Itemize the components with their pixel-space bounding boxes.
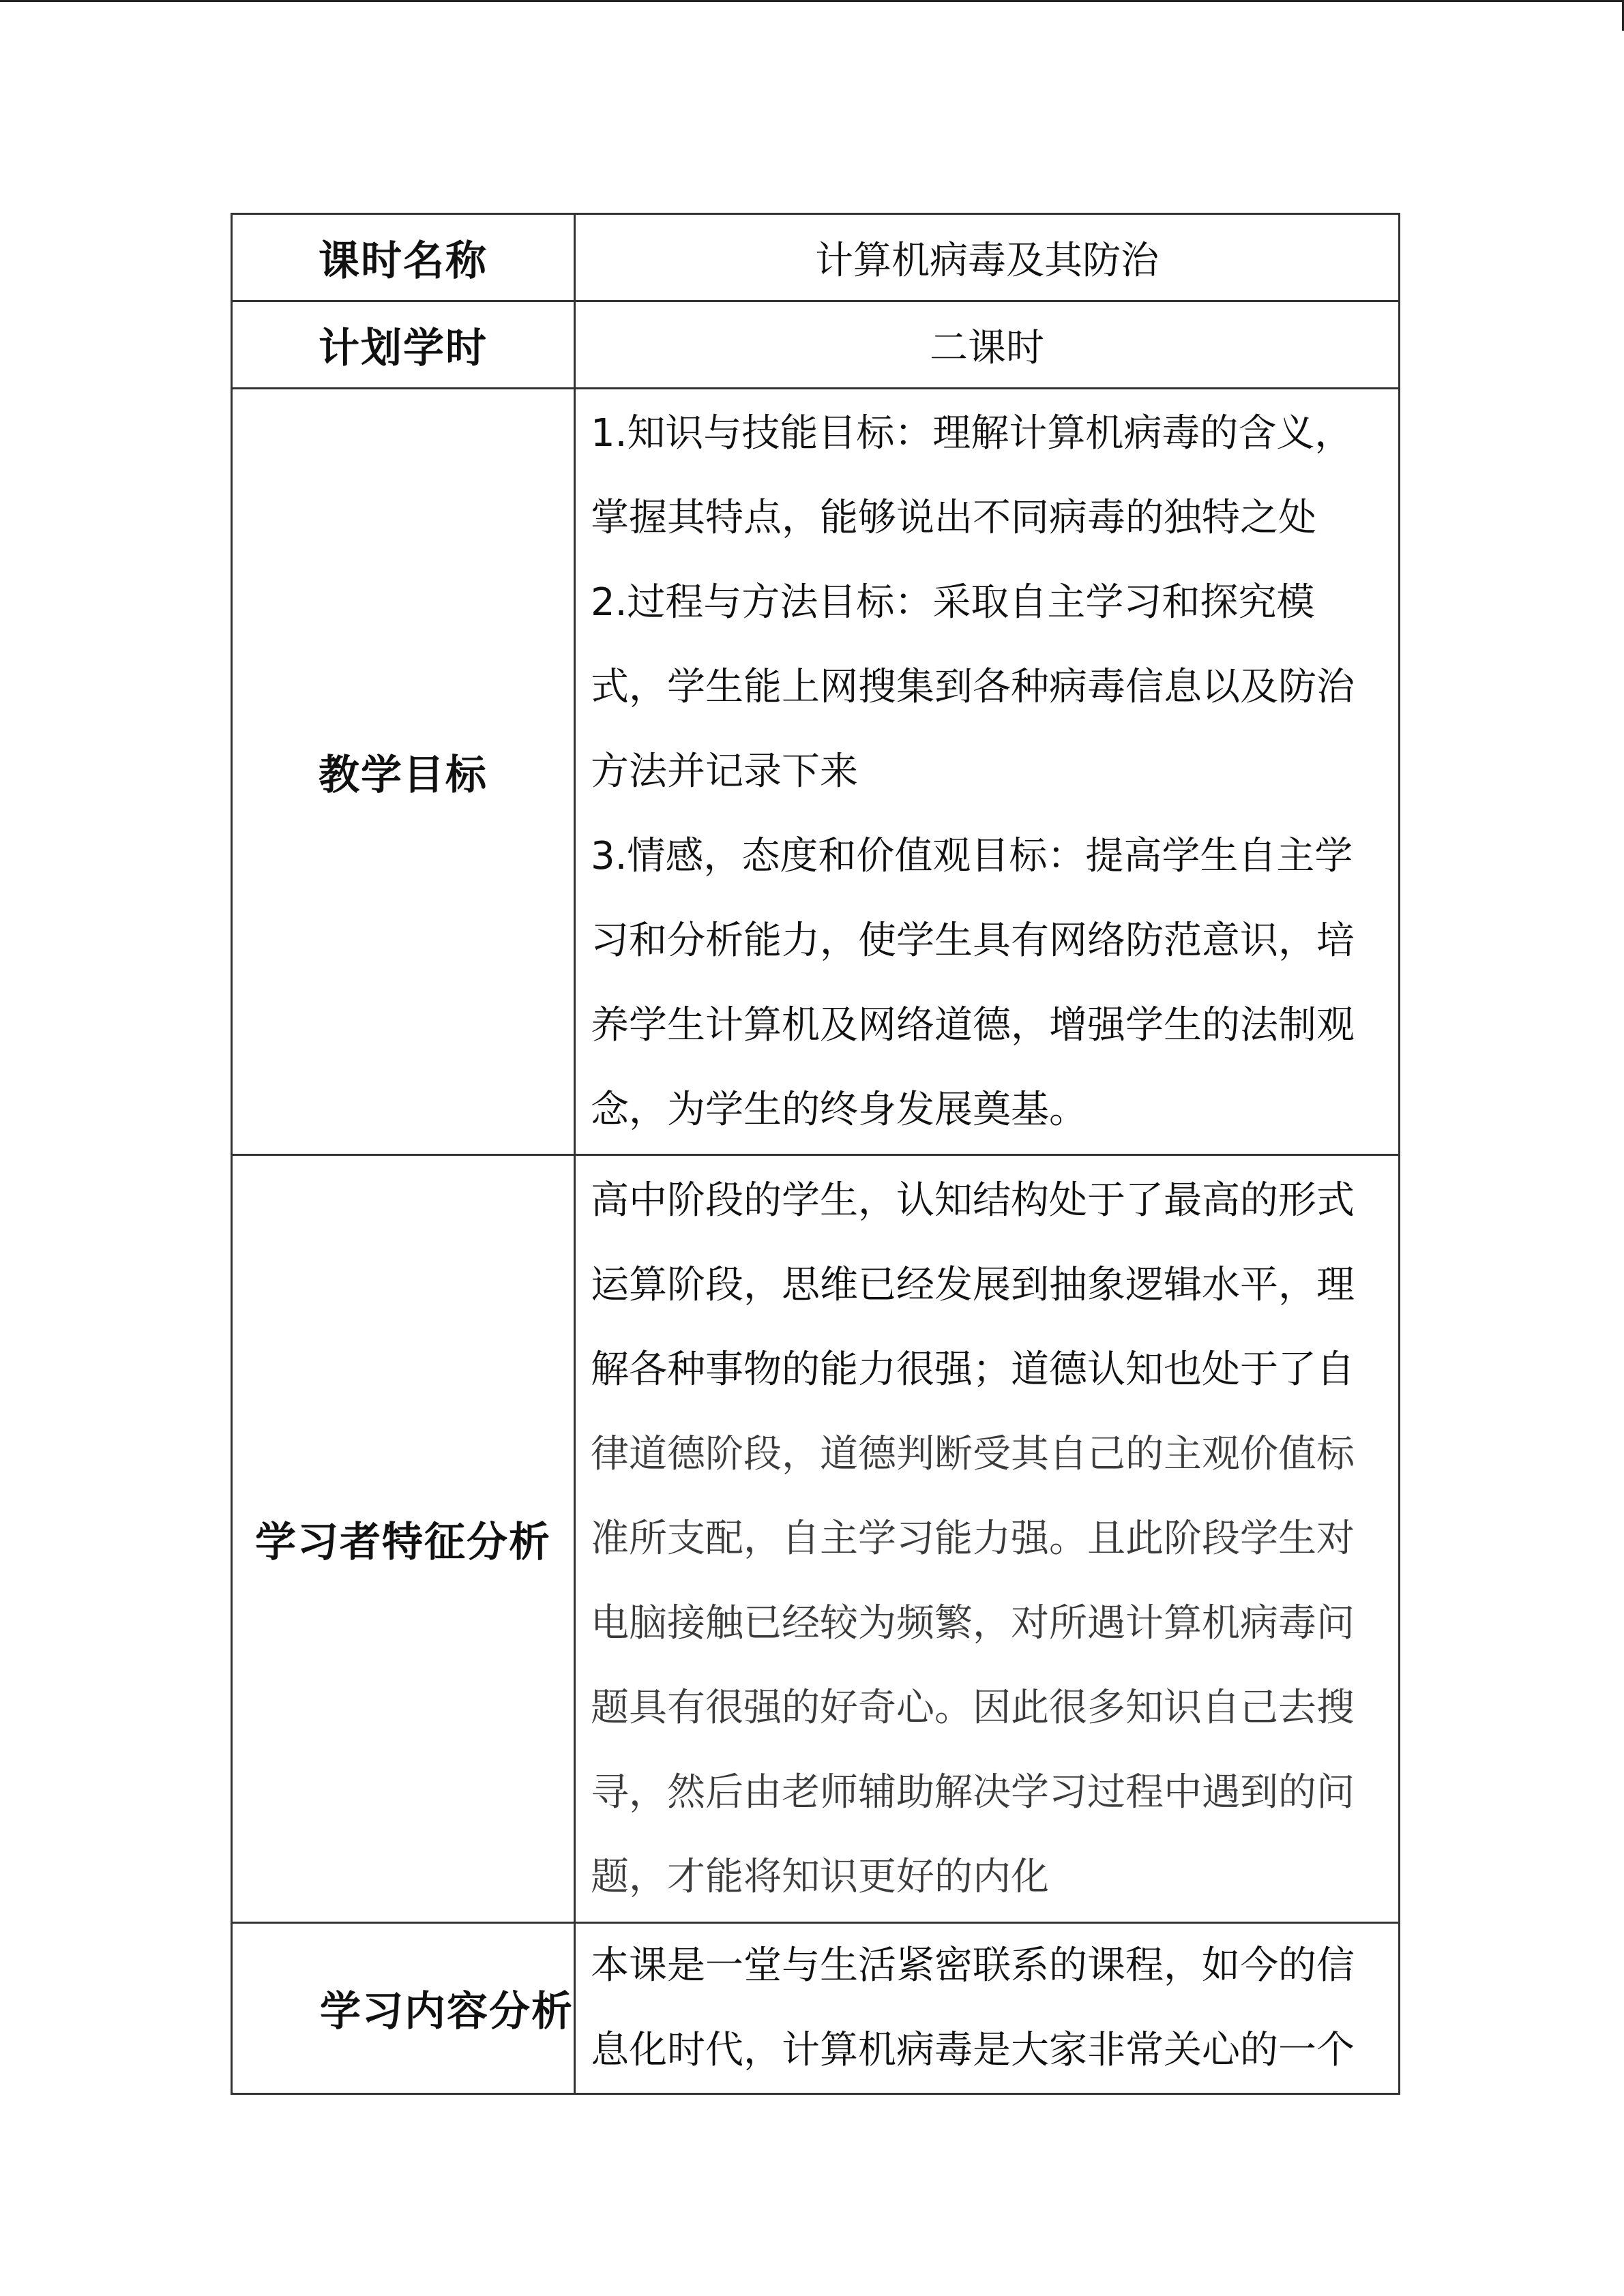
table-row-planned-hours	[232, 301, 1400, 389]
teaching-goals-line: 习和分析能力，使学生具有网络防范意识，培	[591, 918, 1355, 963]
learner-analysis-line: 电脑接触已经较为频繁，对所遇计算机病毒问	[591, 1600, 1355, 1645]
teaching-goals-text	[576, 391, 1398, 1152]
content-analysis-line: 息化时代，计算机病毒是大家非常关心的一个	[591, 2028, 1355, 2072]
table-row-lesson-name	[232, 214, 1400, 301]
teaching-goals-line: 1.知识与技能目标：理解计算机病毒的含义，	[591, 411, 1353, 456]
page-top-rule	[0, 0, 1624, 2]
lesson-plan-table	[231, 213, 1400, 2095]
learner-analysis-line: 题具有很强的好奇心。因此很多知识自己去搜	[591, 1685, 1355, 1730]
learner-analysis-line: 解各种事物的能力很强；道德认知也处于了自	[591, 1347, 1355, 1392]
teaching-goals-line: 式，学生能上网搜集到各种病毒信息以及防治	[591, 664, 1355, 709]
learner-analysis-line: 高中阶段的学生，认知结构处于了最高的形式	[591, 1178, 1355, 1223]
teaching-goals-line: 3.情感，态度和价值观目标：提高学生自主学	[591, 833, 1353, 878]
table-row-teaching-goals	[232, 389, 1400, 1155]
label-learner-analysis: 学习者特征分析	[232, 1155, 575, 1923]
learner-analysis-line: 运算阶段，思维已经发展到抽象逻辑水平，理	[591, 1262, 1355, 1307]
content-analysis-text	[576, 1924, 1398, 2093]
value-planned-hours: 二课时	[575, 301, 1400, 389]
teaching-goals-line: 养学生计算机及网络道德，增强学生的法制观	[591, 1002, 1355, 1047]
teaching-goals-line: 2.过程与方法目标：采取自主学习和探究模	[591, 580, 1315, 625]
table-row-learner-analysis	[232, 1155, 1400, 1923]
label-teaching-goals: 教学目标	[232, 389, 575, 1155]
learner-analysis-line: 准所支配，自主学习能力强。且此阶段学生对	[591, 1516, 1355, 1561]
learner-analysis-line: 寻，然后由老师辅助解决学习过程中遇到的问	[591, 1770, 1355, 1815]
value-lesson-name: 计算机病毒及其防治	[575, 214, 1400, 301]
content-analysis-line: 本课是一堂与生活紧密联系的课程，如今的信	[591, 1943, 1355, 1988]
teaching-goals-line: 念，为学生的终身发展奠基。	[591, 1087, 1087, 1132]
label-planned-hours: 计划学时	[232, 301, 575, 389]
label-content-analysis: 学习内容分析	[232, 1923, 575, 2094]
value-content-analysis	[575, 1923, 1400, 2094]
value-learner-analysis	[575, 1155, 1400, 1923]
learner-analysis-line: 律道德阶段，道德判断受其自己的主观价值标	[591, 1431, 1355, 1476]
table-row-content-analysis	[232, 1923, 1400, 2094]
teaching-goals-line: 方法并记录下来	[591, 749, 858, 794]
value-teaching-goals	[575, 389, 1400, 1155]
learner-analysis-text	[576, 1159, 1398, 1920]
teaching-goals-line: 掌握其特点，能够说出不同病毒的独特之处	[591, 495, 1316, 540]
label-lesson-name: 课时名称	[232, 214, 575, 301]
learner-analysis-line: 题，才能将知识更好的内化	[591, 1854, 1049, 1899]
